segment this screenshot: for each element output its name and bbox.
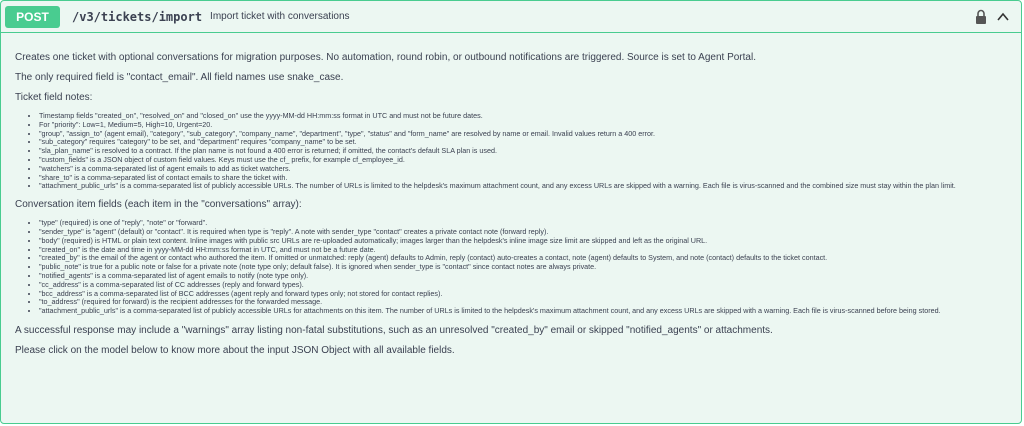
list-item: • "created_on" is the date and time in yyyy-MM-dd HH:mm:ss format in UTC, and must not be a future date. <box>39 246 1007 255</box>
model-hint-text: Please click on the model below to know more about the input JSON Object with all available fields. <box>15 344 455 356</box>
chevron-up-icon[interactable] <box>995 9 1011 25</box>
conversation-notes-list <box>15 219 1007 316</box>
list-item: • "share_to" is a comma-separated list of contact emails to share the ticket with. <box>39 174 1007 183</box>
endpoint-path: /v3/tickets/import <box>72 9 203 24</box>
conversation-notes-heading: Conversation item fields (each item in the "conversations" array): <box>15 199 302 211</box>
endpoint-description: Import ticket with conversations <box>210 11 350 22</box>
list-item: • "public_note" is true for a public note or false for a private note (note type only; default false). It is ignored when sender_type is "contact" since contact notes are always private. <box>39 263 1007 272</box>
list-item: • "group", "assign_to" (agent email), "category", "sub_category", "company_name", "department", "type", "status" and "form_name" are resolved by name or email. Invalid values return a 400 error. <box>39 130 1007 139</box>
required-field-text: The only required field is "contact_email". All field names use snake_case. <box>15 72 344 83</box>
method-badge: POST <box>5 6 60 28</box>
list-item: • "attachment_public_urls" is a comma-separated list of publicly accessible URLs for attachments on this item. The number of URLs is limited to the helpdesk's maximum attachment count, and any excess URLs are skipped with a warning. Each file is virus-scanned before being stored. <box>39 307 1007 316</box>
list-item: • "body" (required) is HTML or plain text content. Inline images with public src URLs are re-uploaded automatically; images larger than the helpdesk's inline image size limit are skipped and left as the original URL. <box>39 237 1007 246</box>
list-item: • "watchers" is a comma-separated list of agent emails to add as ticket watchers. <box>39 165 1007 174</box>
list-item: • For "priority": Low=1, Medium=5, High=10, Urgent=20. <box>39 121 1007 130</box>
lock-icon[interactable] <box>975 9 987 25</box>
list-item: • "bcc_address" is a comma-separated list of BCC addresses (agent reply and forward types only; not stored for contact replies). <box>39 290 1007 299</box>
list-item: • "sla_plan_name" is resolved to a contract. If the plan name is not found a 400 error is returned; if omitted, the contact's default SLA plan is used. <box>39 147 1007 156</box>
list-item: • "to_address" (required for forward) is the recipient addresses for the forwarded message. <box>39 298 1007 307</box>
list-item: • "notified_agents" is a comma-separated list of agent emails to notify (note type only). <box>39 272 1007 281</box>
list-item: • "type" (required) is one of "reply", "note" or "forward". <box>39 219 1007 228</box>
ticket-notes-list <box>15 112 1007 191</box>
list-item: • Timestamp fields "created_on", "resolved_on" and "closed_on" use the yyyy-MM-dd HH:mm:ss format in UTC and must not be future dates. <box>39 112 1007 121</box>
list-item: • "sub_category" requires "category" to be set, and "department" requires "company_name" to be set. <box>39 138 1007 147</box>
warnings-text: A successful response may include a "warnings" array listing non-fatal substitutions, such as an unresolved "created_by" email or skipped "notified_agents" or attachments. <box>15 324 773 336</box>
operation-summary[interactable] <box>1 1 1021 33</box>
ticket-notes-heading: Ticket field notes: <box>15 92 93 103</box>
list-item: • "cc_address" is a comma-separated list of CC addresses (reply and forward types). <box>39 281 1007 290</box>
operation-description <box>1 33 1021 357</box>
list-item: • "sender_type" is "agent" (default) or "contact". It is required when type is "reply". A note with sender_type "contact" creates a private contact note (forward reply). <box>39 228 1007 237</box>
list-item: • "attachment_public_urls" is a comma-separated list of publicly accessible URLs. The number of URLs is limited to the helpdesk's maximum attachment count, and any excess URLs are skipped with a warning. Each file is virus-scanned and the combined size must stay within the plan limit. <box>39 182 1007 191</box>
list-item: • "created_by" is the email of the agent or contact who authored the item. If omitted or unmatched: reply (agent) defaults to Admin, reply (contact) auto-creates a contact, note (agent) defaults to System, and note (contact) defaults to the ticket contact. <box>39 254 1007 263</box>
intro-text: Creates one ticket with optional conversations for migration purposes. No automation, round robin, or outbound notifications are triggered. Source is set to Agent Portal. <box>15 52 756 63</box>
list-item: • "custom_fields" is a JSON object of custom field values. Keys must use the cf_ prefix, for example cf_employee_id. <box>39 156 1007 165</box>
